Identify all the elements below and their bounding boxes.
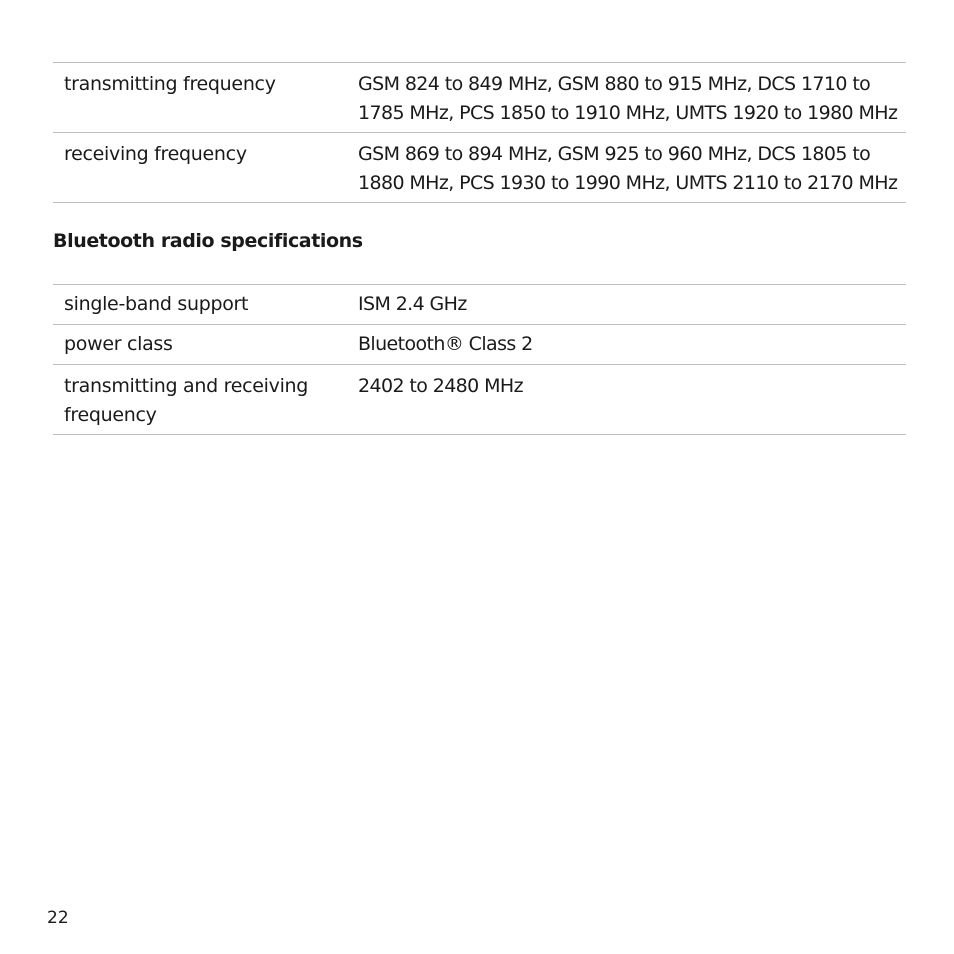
spec-value — [358, 70, 906, 132]
table-row — [53, 63, 906, 133]
spec-label: single-band support — [64, 293, 249, 315]
spec-label — [53, 372, 358, 434]
spec-value: Bluetooth® Class 2 — [358, 333, 533, 355]
bluetooth-spec-table — [53, 284, 906, 435]
spec-value-line: 1880 MHz, PCS 1930 to 1990 MHz, UMTS 2110 to 2170 MHz — [358, 172, 898, 194]
spec-value-line: GSM 824 to 849 MHz, GSM 880 to 915 MHz, DCS 1710 to — [358, 73, 871, 95]
spec-value: ISM 2.4 GHz — [358, 293, 467, 315]
spec-label-line: transmitting and receiving — [64, 375, 309, 397]
page-number: 22 — [47, 908, 69, 928]
spec-value — [358, 140, 906, 202]
spec-label: power class — [64, 333, 173, 355]
spec-label-line: frequency — [64, 404, 157, 426]
spec-value: 2402 to 2480 MHz — [358, 375, 523, 397]
table-row — [53, 365, 906, 435]
spec-value-line: 1785 MHz, PCS 1850 to 1910 MHz, UMTS 1920 to 1980 MHz — [358, 102, 898, 124]
table-row — [53, 133, 906, 203]
table-row — [53, 325, 906, 365]
spec-label: transmitting frequency — [64, 73, 276, 95]
table-row — [53, 285, 906, 325]
spec-label: receiving frequency — [64, 143, 247, 165]
section-heading: Bluetooth radio specifications — [53, 230, 363, 252]
radio-spec-table — [53, 62, 906, 203]
spec-value-line: GSM 869 to 894 MHz, GSM 925 to 960 MHz, DCS 1805 to — [358, 143, 871, 165]
